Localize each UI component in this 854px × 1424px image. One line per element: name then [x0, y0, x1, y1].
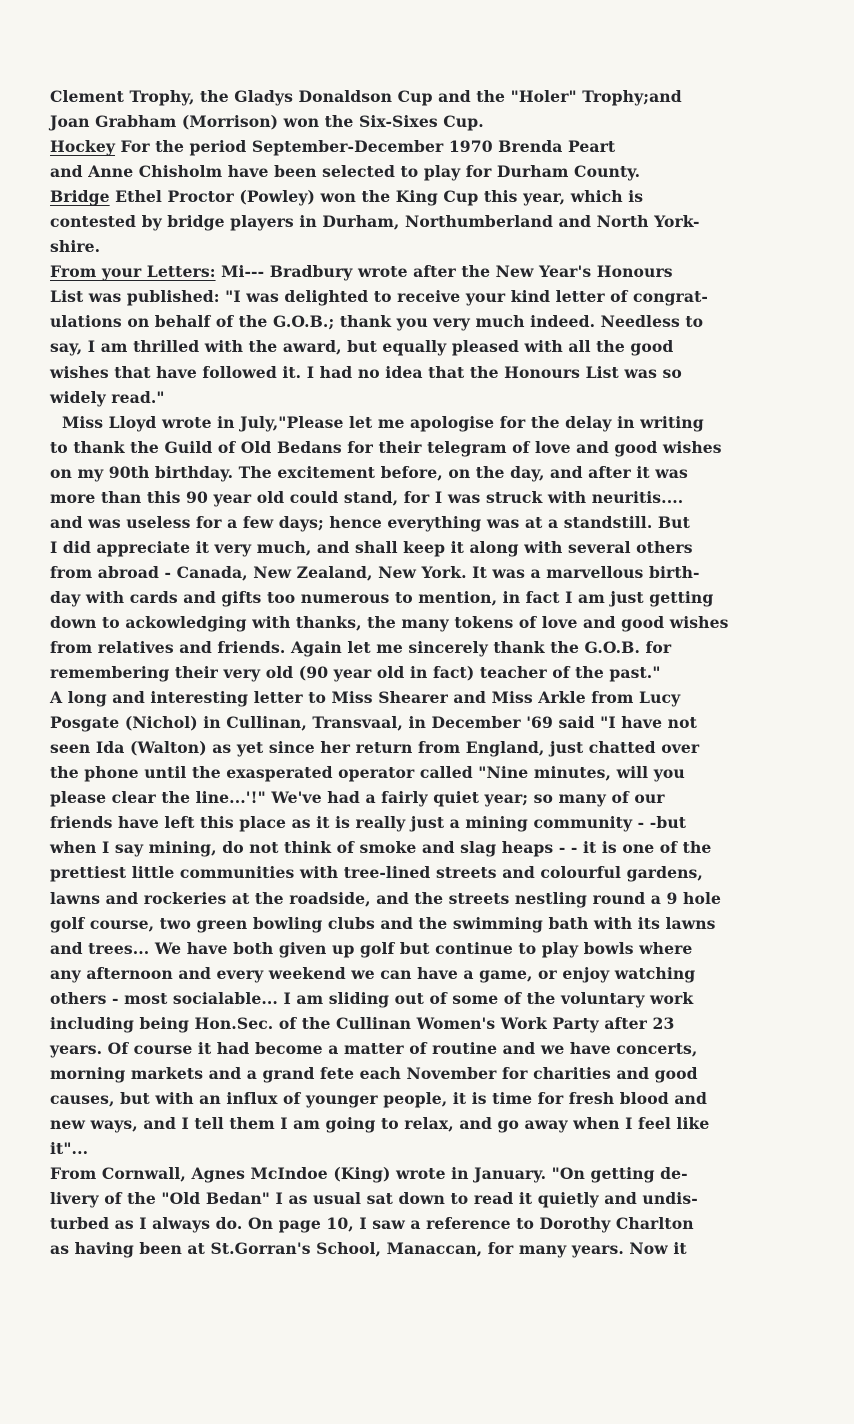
- text-line: [50, 860, 810, 885]
- text-line: [50, 760, 810, 785]
- text-line: [50, 735, 810, 760]
- text-line: [50, 360, 810, 385]
- line-text: widely read.": [50, 387, 165, 407]
- text-line: [50, 810, 810, 835]
- text-line: [50, 184, 810, 209]
- text-line: [50, 410, 810, 435]
- text-line: [50, 911, 810, 936]
- text-line: [50, 1036, 810, 1061]
- line-text: causes, but with an influx of younger people, it is time for fresh blood and: [50, 1088, 707, 1108]
- text-line: [50, 560, 810, 585]
- text-line: [50, 1211, 810, 1236]
- line-text: lawns and rockeries at the roadside, and the streets nestling round a 9 hole: [50, 888, 722, 908]
- line-text: day with cards and gifts too numerous to mention, in fact I am just getting: [50, 587, 714, 607]
- line-text: to thank the Guild of Old Bedans for their telegram of love and good wishes: [50, 437, 722, 457]
- text-line: [50, 710, 810, 735]
- text-line: [50, 385, 810, 410]
- line-text: and Anne Chisholm have been selected to play for Durham County.: [50, 162, 641, 182]
- text-line: [50, 209, 810, 234]
- text-line: [50, 234, 810, 259]
- line-text: it"...: [50, 1138, 89, 1158]
- section-heading: Hockey: [50, 137, 116, 157]
- line-text: as having been at St.Gorran's School, Manaccan, for many years. Now it: [50, 1239, 687, 1259]
- line-text: morning markets and a grand fete each November for charities and good: [50, 1063, 698, 1083]
- line-text: For the period September-December 1970 Brenda Peart: [115, 137, 616, 157]
- text-line: [50, 1111, 810, 1136]
- text-line: [50, 961, 810, 986]
- section-heading: Bridge: [50, 187, 110, 207]
- text-line: [50, 585, 810, 610]
- line-text: down to ackowledging with thanks, the many tokens of love and good wishes: [50, 612, 729, 632]
- text-line: [50, 535, 810, 560]
- text-line: [50, 284, 810, 309]
- text-line: [50, 1011, 810, 1036]
- line-text: from abroad - Canada, New Zealand, New York. It was a marvellous birth-: [50, 562, 700, 582]
- text-line: [50, 109, 810, 134]
- line-text: Joan Grabham (Morrison) won the Six-Sixes Cup.: [50, 112, 484, 132]
- text-line: [50, 134, 810, 159]
- text-line: [50, 785, 810, 810]
- line-text: more than this 90 year old could stand, for I was struck with neuritis....: [50, 487, 684, 507]
- line-text: and trees... We have both given up golf but continue to play bowls where: [50, 938, 693, 958]
- line-text: say, I am thrilled with the award, but equally pleased with all the good: [50, 337, 674, 357]
- text-line: [50, 635, 810, 660]
- line-text: and was useless for a few days; hence everything was at a standstill. But: [50, 512, 690, 532]
- document-body: [50, 84, 810, 1261]
- line-text: shire.: [50, 237, 101, 257]
- text-line: [50, 660, 810, 685]
- line-text: List was published: "I was delighted to receive your kind letter of congrat-: [50, 287, 708, 307]
- line-text: seen Ida (Walton) as yet since her return from England, just chatted over: [50, 738, 700, 758]
- text-line: [50, 259, 810, 284]
- line-text: From Cornwall, Agnes McIndoe (King) wrote in January. "On getting de-: [50, 1164, 688, 1184]
- line-text: turbed as I always do. On page 10, I saw a reference to Dorothy Charlton: [50, 1214, 694, 1234]
- text-line: [50, 835, 810, 860]
- line-text: on my 90th birthday. The excitement before, on the day, and after it was: [50, 462, 688, 482]
- line-text: friends have left this place as it is really just a mining community - -but: [50, 813, 687, 833]
- line-text: A long and interesting letter to Miss Shearer and Miss Arkle from Lucy: [50, 688, 681, 708]
- line-text: remembering their very old (90 year old in fact) teacher of the past.": [50, 663, 661, 683]
- line-text: years. Of course it had become a matter of routine and we have concerts,: [50, 1038, 698, 1058]
- text-line: [50, 84, 810, 109]
- text-line: [50, 1236, 810, 1261]
- line-text: including being Hon.Sec. of the Cullinan Women's Work Party after 23: [50, 1013, 675, 1033]
- line-text: Posgate (Nichol) in Cullinan, Transvaal, in December '69 said "I have not: [50, 713, 697, 733]
- text-line: [50, 309, 810, 334]
- text-line: [50, 886, 810, 911]
- text-line: [50, 460, 810, 485]
- line-text: when I say mining, do not think of smoke and slag heaps - - it is one of the: [50, 838, 712, 858]
- line-text: new ways, and I tell them I am going to relax, and go away when I feel like: [50, 1113, 710, 1133]
- line-text: the phone until the exasperated operator called "Nine minutes, will you: [50, 763, 685, 783]
- text-line: [50, 334, 810, 359]
- line-text: others - most socialable... I am sliding out of some of the voluntary work: [50, 988, 694, 1008]
- text-line: [50, 159, 810, 184]
- line-text: golf course, two green bowling clubs and the swimming bath with its lawns: [50, 913, 716, 933]
- line-text: ulations on behalf of the G.O.B.; thank you very much indeed. Needless to: [50, 312, 704, 332]
- line-text: I did appreciate it very much, and shall keep it along with several others: [50, 537, 693, 557]
- text-line: [50, 986, 810, 1011]
- line-text: contested by bridge players in Durham, Northumberland and North York-: [50, 212, 700, 232]
- line-text: any afternoon and every weekend we can have a game, or enjoy watching: [50, 963, 696, 983]
- text-line: [50, 1136, 810, 1161]
- line-text: wishes that have followed it. I had no idea that the Honours List was so: [50, 362, 682, 382]
- line-text: Clement Trophy, the Gladys Donaldson Cup and the "Holer" Trophy;and: [50, 87, 682, 106]
- line-text: livery of the "Old Bedan" I as usual sat down to read it quietly and undis-: [50, 1189, 698, 1209]
- text-line: [50, 1061, 810, 1086]
- text-line: [50, 936, 810, 961]
- text-line: [50, 435, 810, 460]
- line-text: please clear the line...'!" We've had a fairly quiet year; so many of our: [50, 788, 665, 808]
- text-line: [50, 510, 810, 535]
- section-heading: From your Letters:: [50, 262, 216, 282]
- text-line: [50, 1186, 810, 1211]
- line-text: Mi--- Bradbury wrote after the New Year's Honours: [215, 262, 673, 282]
- text-line: [50, 610, 810, 635]
- text-line: [50, 1161, 810, 1186]
- text-line: [50, 485, 810, 510]
- line-text: from relatives and friends. Again let me sincerely thank the G.O.B. for: [50, 638, 672, 658]
- text-line: [50, 685, 810, 710]
- line-text: Ethel Proctor (Powley) won the King Cup this year, which is: [109, 187, 644, 207]
- text-line: [50, 1086, 810, 1111]
- line-text: prettiest little communities with tree-lined streets and colourful gardens,: [50, 863, 703, 883]
- line-text: Miss Lloyd wrote in July,"Please let me apologise for the delay in writing: [62, 412, 704, 432]
